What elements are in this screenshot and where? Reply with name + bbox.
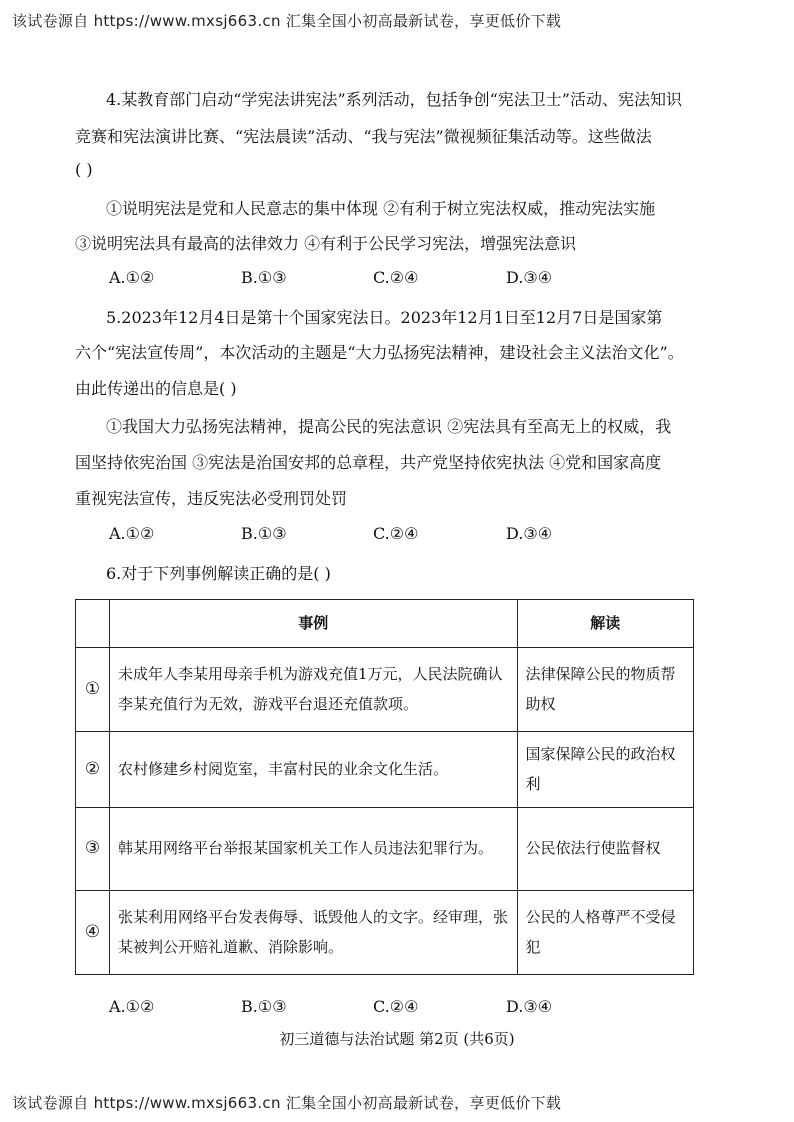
q4-stem-line1: 4.某教育部门启动“学宪法讲宪法”系列活动，包括争创“宪法卫士”活动、宪法知识 [106, 90, 682, 109]
source-header: 该试卷源自 https://www.mxsj663.cn 汇集全国小初高最新试卷，享更低价下载 [12, 12, 562, 30]
q5-choice-c: C.②④ [373, 524, 419, 543]
q4-options-line2: ③说明宪法具有最高的法律效力 ④有利于公民学习宪法，增强宪法意识 [75, 234, 577, 253]
header-blank [76, 600, 110, 648]
row-reading: 国家保障公民的政治权利 [517, 732, 693, 808]
q6-stem: 6.对于下列事例解读正确的是( ) [106, 564, 331, 583]
row-case: 韩某用网络平台举报某国家机关工作人员违法犯罪行为。 [109, 808, 517, 891]
page-footer: 初三道德与法治试题 第2页 (共6页) [279, 1030, 515, 1048]
q5-options-line1: ①我国大力弘扬宪法精神，提高公民的宪法意识 ②宪法具有至高无上的权威，我 [106, 417, 672, 436]
q4-choice-a: A.①② [109, 268, 155, 287]
row-reading: 法律保障公民的物质帮助权 [517, 648, 693, 732]
table-row [76, 732, 694, 808]
q5-stem-line1: 5.2023年12月4日是第十个国家宪法日。2023年12月1日至12月7日是国家第 [106, 308, 663, 327]
q4-choice-d: D.③④ [506, 268, 553, 287]
q5-choice-b: B.①③ [241, 524, 287, 543]
q4-stem-line3: ( ) [75, 160, 93, 179]
q5-options-line2: 国坚持依宪治国 ③宪法是治国安邦的总章程，共产党坚持依宪执法 ④党和国家高度 [75, 453, 662, 472]
table-row [76, 891, 694, 975]
table-row [76, 648, 694, 732]
q5-options-line3: 重视宪法宣传，违反宪法必受刑罚处罚 [75, 489, 348, 508]
q6-choice-c: C.②④ [373, 997, 419, 1016]
q6-choice-d: D.③④ [506, 997, 553, 1016]
q4-options-line1: ①说明宪法是党和人民意志的集中体现 ②有利于树立宪法权威，推动宪法实施 [106, 199, 656, 218]
row-reading: 公民依法行使监督权 [517, 808, 693, 891]
header-case: 事例 [109, 600, 517, 648]
row-number: ④ [76, 891, 110, 975]
q4-choice-c: C.②④ [373, 268, 419, 287]
q5-choice-d: D.③④ [506, 524, 553, 543]
row-case: 张某利用网络平台发表侮辱、诋毁他人的文字。经审理，张某被判公开赔礼道歉、消除影响。 [109, 891, 517, 975]
q4-stem-line2: 竞赛和宪法演讲比赛、“宪法晨读”活动、“我与宪法”微视频征集活动等。这些做法 [75, 127, 652, 146]
row-case: 农村修建乡村阅览室，丰富村民的业余文化生活。 [109, 732, 517, 808]
q5-stem-line2: 六个“宪法宣传周”，本次活动的主题是“大力弘扬宪法精神，建设社会主义法治文化”。 [75, 343, 684, 362]
q5-stem-line3: 由此传递出的信息是( ) [75, 379, 237, 398]
q5-choice-a: A.①② [109, 524, 155, 543]
table-row [76, 808, 694, 891]
source-footer: 该试卷源自 https://www.mxsj663.cn 汇集全国小初高最新试卷，享更低价下载 [12, 1094, 562, 1112]
q6-choice-a: A.①② [109, 997, 155, 1016]
header-reading: 解读 [517, 600, 693, 648]
q4-choice-b: B.①③ [241, 268, 287, 287]
cases-table [75, 599, 694, 975]
row-number: ① [76, 648, 110, 732]
row-case: 未成年人李某用母亲手机为游戏充值1万元，人民法院确认李某充值行为无效，游戏平台退还充值款项。 [109, 648, 517, 732]
q6-choice-b: B.①③ [241, 997, 287, 1016]
row-number: ③ [76, 808, 110, 891]
table-header-row [76, 600, 694, 648]
row-reading: 公民的人格尊严不受侵犯 [517, 891, 693, 975]
row-number: ② [76, 732, 110, 808]
